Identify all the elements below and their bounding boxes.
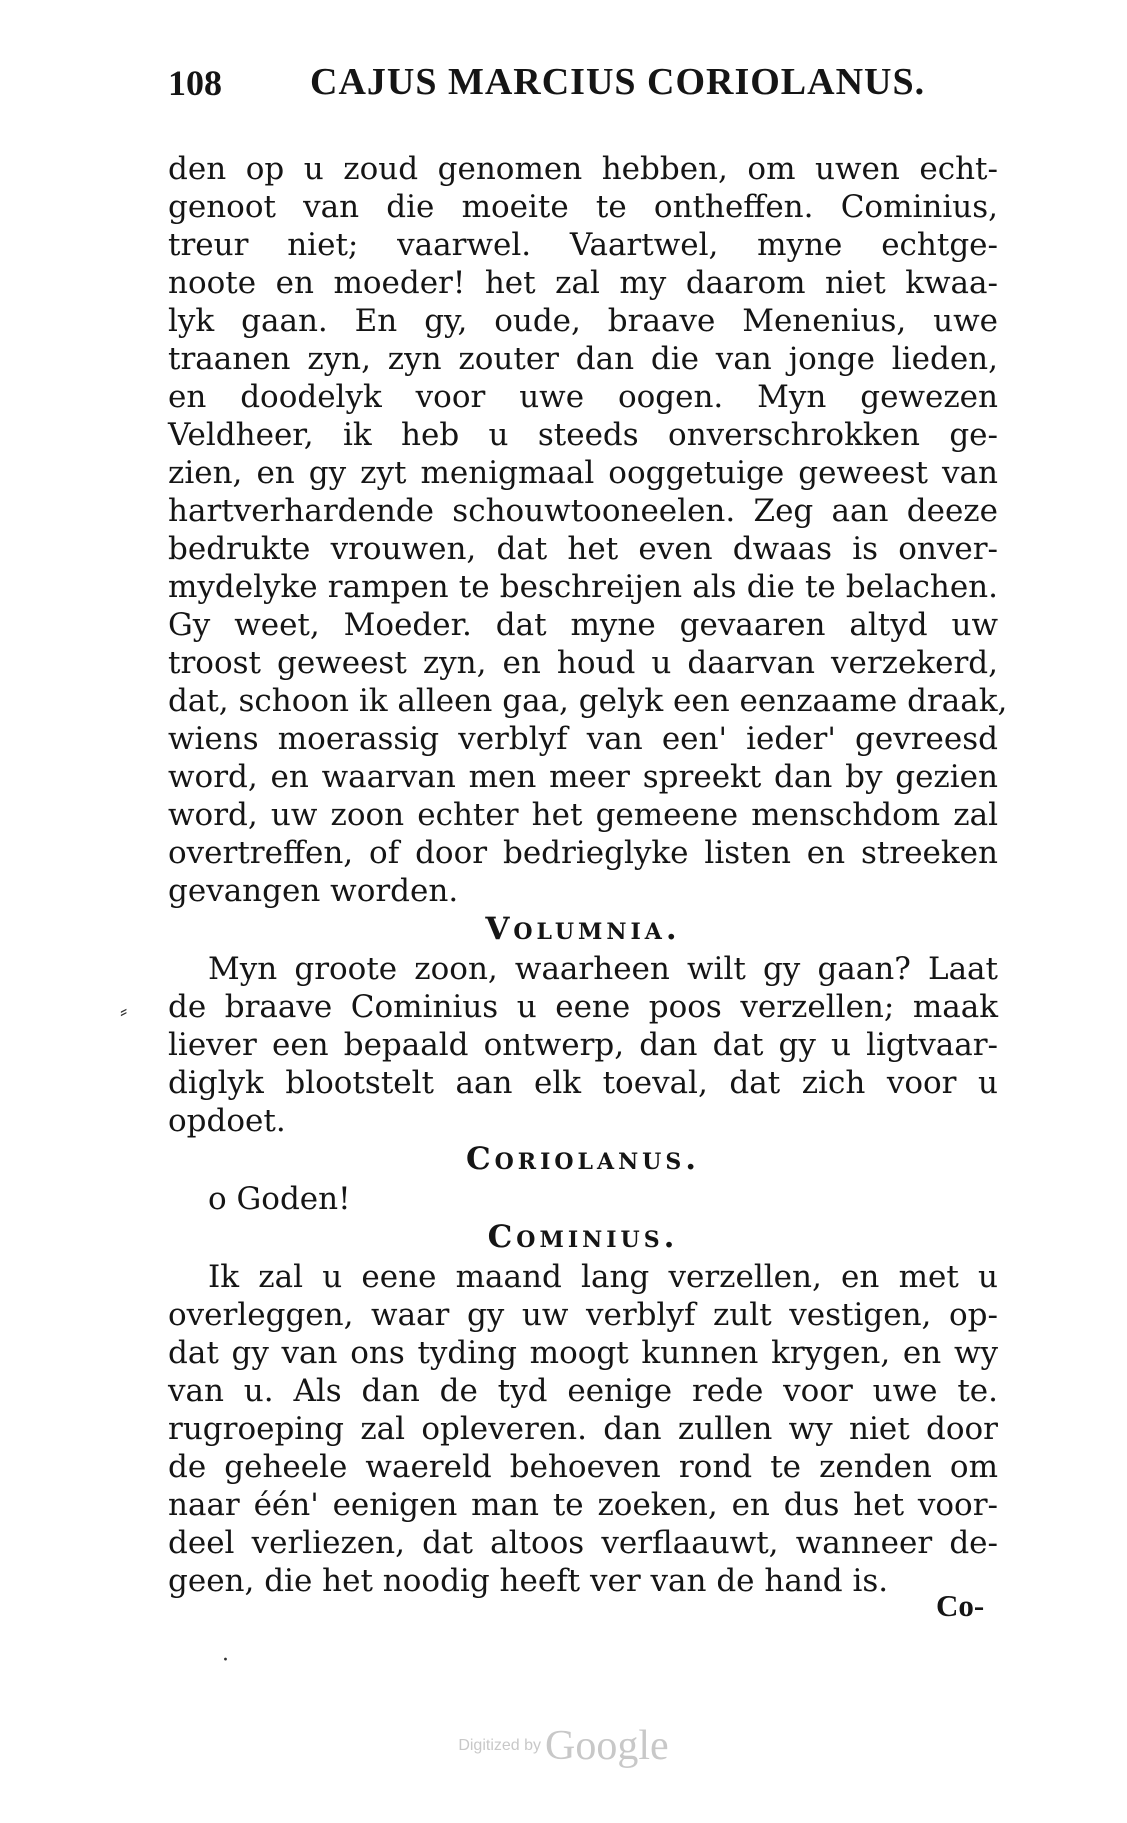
text-line: traanen zyn, zyn zouter dan die van jonge lieden, — [168, 341, 998, 377]
google-logo: Google — [545, 1723, 669, 1769]
text-line: opdoet. — [168, 1103, 286, 1139]
text-line: overtreffen, of door bedrieglyke listen en streeken — [168, 835, 998, 871]
text-line: treur niet; vaarwel. Vaartwel, myne echtge- — [168, 227, 998, 263]
text-line: diglyk blootstelt aan elk toeval, dat zich voor u — [168, 1065, 998, 1101]
text-line: noote en moeder! het zal my daarom niet kwaa- — [168, 265, 998, 301]
speaker-name: Volumnia. — [485, 911, 681, 947]
speech-paragraph — [168, 150, 1008, 910]
text-line: dat, schoon ik alleen gaa, gelyk een eenzaame draak, — [168, 683, 1008, 719]
text-line: genoot van die moeite te ontheffen. Cominius, — [168, 189, 998, 225]
text-line: liever een bepaald ontwerp, dan dat gy u ligtvaar- — [168, 1027, 998, 1063]
text-line: overleggen, waar gy uw verblyf zult vestigen, op- — [168, 1297, 998, 1333]
margin-mark: ⸗ — [120, 999, 128, 1024]
speech-paragraph — [168, 950, 998, 1140]
ink-speck: · — [222, 1648, 229, 1673]
text-line: Veldheer, ik heb u steeds onverschrokken ge- — [168, 417, 998, 453]
catchword: Co- — [936, 1588, 985, 1623]
speech-paragraph — [168, 1258, 998, 1600]
text-line: rugroeping zal opleveren. dan zullen wy niet door — [168, 1411, 998, 1447]
text-line: zien, en gy zyt menigmaal ooggetuige geweest van — [168, 455, 998, 491]
text-line: Ik zal u eene maand lang verzellen, en met u — [208, 1259, 998, 1295]
text-line: gevangen worden. — [168, 873, 459, 909]
page-header — [168, 56, 1008, 108]
digitized-watermark — [0, 1722, 1127, 1770]
body-text — [168, 150, 1008, 1600]
speech-paragraph — [168, 1180, 998, 1218]
text-line: lyk gaan. En gy, oude, braave Menenius, uwe — [168, 303, 998, 339]
text-line: Gy weet, Moeder. dat myne gevaaren altyd uw — [168, 607, 998, 643]
text-line: Myn groote zoon, waarheen wilt gy gaan? Laat — [208, 951, 998, 987]
watermark-digitized-text: Digitized by — [458, 1737, 542, 1754]
text-line: hartverhardende schouwtooneelen. Zeg aan deeze — [168, 493, 998, 529]
text-line: bedrukte vrouwen, dat het even dwaas is onver- — [168, 531, 998, 567]
text-line: geen, die het noodig heeft ver van de hand is. — [168, 1563, 889, 1599]
text-line: word, en waarvan men meer spreekt dan by gezien — [168, 759, 998, 795]
text-line: troost geweest zyn, en houd u daarvan verzekerd, — [168, 645, 998, 681]
text-line: van u. Als dan de tyd eenige rede voor uwe te. — [168, 1373, 998, 1409]
running-title: CAJUS MARCIUS CORIOLANUS. — [310, 61, 926, 103]
text-line: den op u zoud genomen hebben, om uwen echt- — [168, 151, 998, 187]
speaker-name: Coriolanus. — [465, 1141, 701, 1177]
text-line: deel verliezen, dat altoos verflaauwt, wanneer de- — [168, 1525, 998, 1561]
text-line: dat gy van ons tyding moogt kunnen krygen, en wy — [168, 1335, 998, 1371]
text-line: mydelyke rampen te beschreijen als die te belachen. — [168, 569, 998, 605]
text-line: wiens moerassig verblyf van een' ieder' gevreesd — [168, 721, 998, 757]
text-line: word, uw zoon echter het gemeene menschdom zal — [168, 797, 998, 833]
speaker-name: Cominius. — [487, 1219, 679, 1255]
text-line: de braave Cominius u eene poos verzellen; maak — [168, 989, 998, 1025]
text-line: o Goden! — [208, 1181, 351, 1217]
text-line: naar één' eenigen man te zoeken, en dus het voor- — [168, 1487, 998, 1523]
text-line: de geheele waereld behoeven rond te zenden om — [168, 1449, 998, 1485]
page-number: 108 — [168, 63, 222, 103]
text-line: en doodelyk voor uwe oogen. Myn gewezen — [168, 379, 998, 415]
